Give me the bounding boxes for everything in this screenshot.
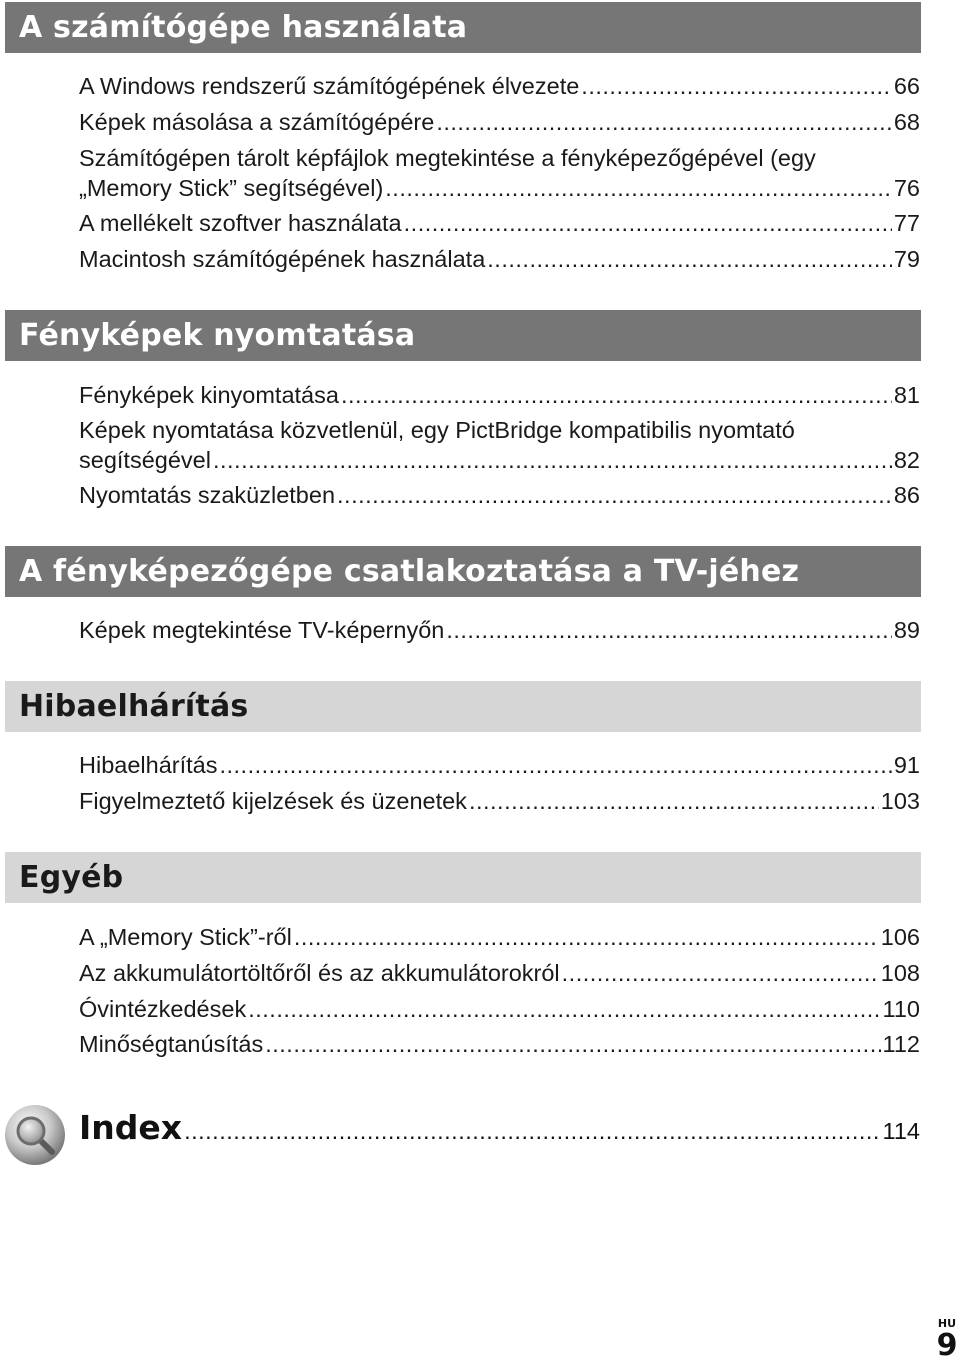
toc-entry[interactable]: [79, 994, 920, 1024]
dot-leader: [385, 173, 892, 203]
toc-entry-title: Hibaelhárítás: [79, 752, 218, 778]
section-header-tv-connection: A fényképezőgépe csatlakoztatása a TV-jéhez: [5, 546, 921, 597]
toc-entry[interactable]: [79, 415, 920, 475]
toc-entry[interactable]: [79, 480, 920, 510]
section-header-computer-use: A számítógépe használata: [5, 2, 921, 53]
toc-entry-page: 89: [893, 617, 920, 643]
toc-entry-page: 76: [893, 175, 920, 201]
dot-leader: [337, 480, 892, 510]
toc-entry-page: 77: [893, 210, 920, 236]
toc-entry-page: 112: [882, 1031, 920, 1057]
toc-entry[interactable]: [79, 107, 920, 137]
page-number-badge: [934, 1318, 960, 1362]
dot-leader: [436, 107, 892, 137]
language-code: HU: [937, 1317, 957, 1330]
toc-entry-page: 66: [893, 73, 920, 99]
dot-leader: [184, 1118, 880, 1145]
dot-leader: [487, 244, 892, 274]
toc-entry-page: 81: [893, 382, 920, 408]
toc-entry[interactable]: [79, 1029, 920, 1059]
toc-entry-page: 68: [893, 109, 920, 135]
index-title: Index: [79, 1108, 183, 1147]
toc-entry-title: Nyomtatás szaküzletben: [79, 482, 336, 508]
toc-entry[interactable]: [79, 244, 920, 274]
toc-entry[interactable]: [79, 922, 920, 952]
toc-entry-title: Minőségtanúsítás: [79, 1031, 264, 1057]
dot-leader: [213, 445, 892, 475]
toc-entry-page: 110: [882, 996, 920, 1022]
toc-entry-title: Figyelmeztető kijelzések és üzenetek: [79, 788, 467, 814]
dot-leader: [248, 994, 880, 1024]
toc-entry-title: „Memory Stick” segítségével): [79, 175, 384, 201]
toc-entry-title: A Windows rendszerű számítógépének élvezete: [79, 73, 580, 99]
magnifier-icon: [4, 1104, 66, 1166]
toc-entry[interactable]: [79, 71, 920, 101]
toc-entry-title: A mellékelt szoftver használata: [79, 210, 402, 236]
index-page: 114: [882, 1118, 920, 1144]
dot-leader: [265, 1029, 880, 1059]
toc-entry[interactable]: [79, 750, 920, 780]
dot-leader: [294, 922, 879, 952]
toc-entry[interactable]: [79, 143, 920, 203]
toc-entry-title: Fényképek kinyomtatása: [79, 382, 339, 408]
section-header-other: Egyéb: [5, 852, 921, 903]
page-number: 9: [936, 1328, 958, 1363]
dot-leader: [219, 750, 891, 780]
toc-entry-page: 79: [893, 246, 920, 272]
toc-entry-title: Képek megtekintése TV-képernyőn: [79, 617, 445, 643]
toc-entry-title-line1: Képek nyomtatása közvetlenül, egy PictBridge kompatibilis nyomtató: [79, 417, 795, 443]
toc-entry[interactable]: [79, 958, 920, 988]
toc-entry[interactable]: [79, 380, 920, 410]
toc-entry-page: 82: [893, 447, 920, 473]
index-entry[interactable]: [79, 1108, 920, 1152]
dot-leader: [341, 380, 892, 410]
toc-entry-title: A „Memory Stick”-ről: [79, 924, 292, 950]
section-header-troubleshooting: Hibaelhárítás: [5, 681, 921, 732]
toc-entry-title-line1: Számítógépen tárolt képfájlok megtekintése a fényképezőgépével (egy: [79, 145, 816, 171]
toc-entry[interactable]: [79, 615, 920, 645]
dot-leader: [581, 71, 892, 101]
dot-leader: [562, 958, 879, 988]
toc-entry-page: 86: [893, 482, 920, 508]
dot-leader: [404, 208, 892, 238]
toc-entry-title: Képek másolása a számítógépére: [79, 109, 435, 135]
section-header-printing: Fényképek nyomtatása: [5, 310, 921, 361]
toc-entry[interactable]: [79, 208, 920, 238]
toc-entry-title: Macintosh számítógépének használata: [79, 246, 486, 272]
toc-entry-title: segítségével: [79, 447, 211, 473]
dot-leader: [446, 615, 892, 645]
toc-entry-page: 103: [880, 788, 920, 814]
toc-entry-title: Az akkumulátortöltőről és az akkumulátorokról: [79, 960, 560, 986]
toc-entry-title: Óvintézkedések: [79, 996, 247, 1022]
dot-leader: [469, 786, 879, 816]
toc-entry-page: 91: [893, 752, 920, 778]
toc-entry-page: 108: [880, 960, 920, 986]
toc-entry[interactable]: [79, 786, 920, 816]
toc-entry-page: 106: [880, 924, 920, 950]
